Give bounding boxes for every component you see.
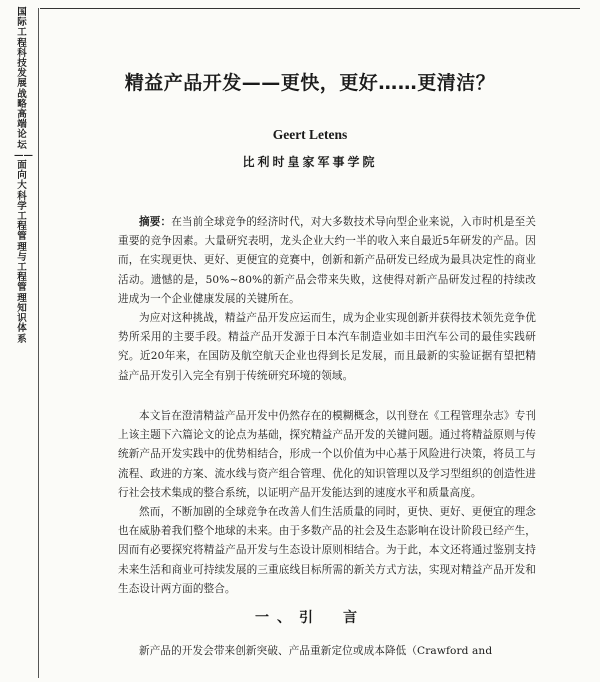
section-heading-introduction: 一、引 言 bbox=[255, 610, 365, 626]
running-header: 国际工程科技发展战略高端论坛——面向大科学工程管理与工程管理知识体系 bbox=[14, 7, 33, 345]
body-paragraph: 为应对这种挑战，精益产品开发应运而生，成为企业实现创新并获得技术领先竞争优势所采用的主要手段。精益产品开发源于日本汽车制造业如丰田汽车公司的最佳实践研究。近20年来，在国防及航空航天企业也得到长足发展，而且最新的实验证据有望把精益产品开发引入完全有别于传统研究环境的领域。 bbox=[118, 312, 536, 382]
abstract-paragraph bbox=[118, 213, 536, 309]
intro-first-line: 新产品的开发会带来创新突破、产品重新定位或成本降低（Crawford and bbox=[139, 645, 493, 657]
author-affiliation: 比利时皇家军事学院 bbox=[242, 155, 378, 169]
top-rule bbox=[40, 8, 580, 9]
body-paragraph: 本文旨在澄清精益产品开发中仍然存在的模糊概念，以刊登在《工程管理杂志》专刊上该主题下六篇论文的论点为基础，探究精益产品开发的关键问题。通过将精益原则与传统新产品开发实践中的优势相结合，形成一个以价值为中心基于风险进行决策，将员工与流程、政进的方案、流水线与资产组合管理、优化的知识管理以及学习型组织的创造性进行社会技术集成的整合系统，以证明产品开发能达到的速度水平和质量高度。 bbox=[118, 410, 536, 499]
abstract-text: 在当前全球竞争的经济时代，对大多数技术导向型企业来说，入市时机是至关重要的竞争因素。大量研究表明，龙头企业大约一半的收入来自最近5年研发的产品。因而，在实现更快、更好、更便宜的竞赛中，创新和新产品研发已经成为最具决定性的商业活动。遗憾的是，50%~80%的新产品会带来失败，这使得对新产品研发过程的持续改进成为一个企业健康发展的关键所在。 bbox=[118, 216, 536, 305]
abstract-label: 摘要： bbox=[139, 216, 172, 228]
body-paragraph: 然而，不断加剧的全球竞争在改善人们生活质量的同时，更快、更好、更便宜的理念也在威胁着我们整个地球的未来。由于多数产品的社会及生态影响在设计阶段已经产生，因而有必要探究将精益产品开发与生态设计原则相结合。为于此，本文还将通过鉴别支持未来生活和商业可持续发展的三重底线目标所需的新关方式方法，实现对精益产品开发和生态设计两方面的整合。 bbox=[118, 506, 536, 595]
side-rule bbox=[38, 8, 39, 678]
author-name: Geert Letens bbox=[272, 127, 348, 142]
paper-title: 精益产品开发——更快，更好……更清洁？ bbox=[124, 72, 496, 94]
